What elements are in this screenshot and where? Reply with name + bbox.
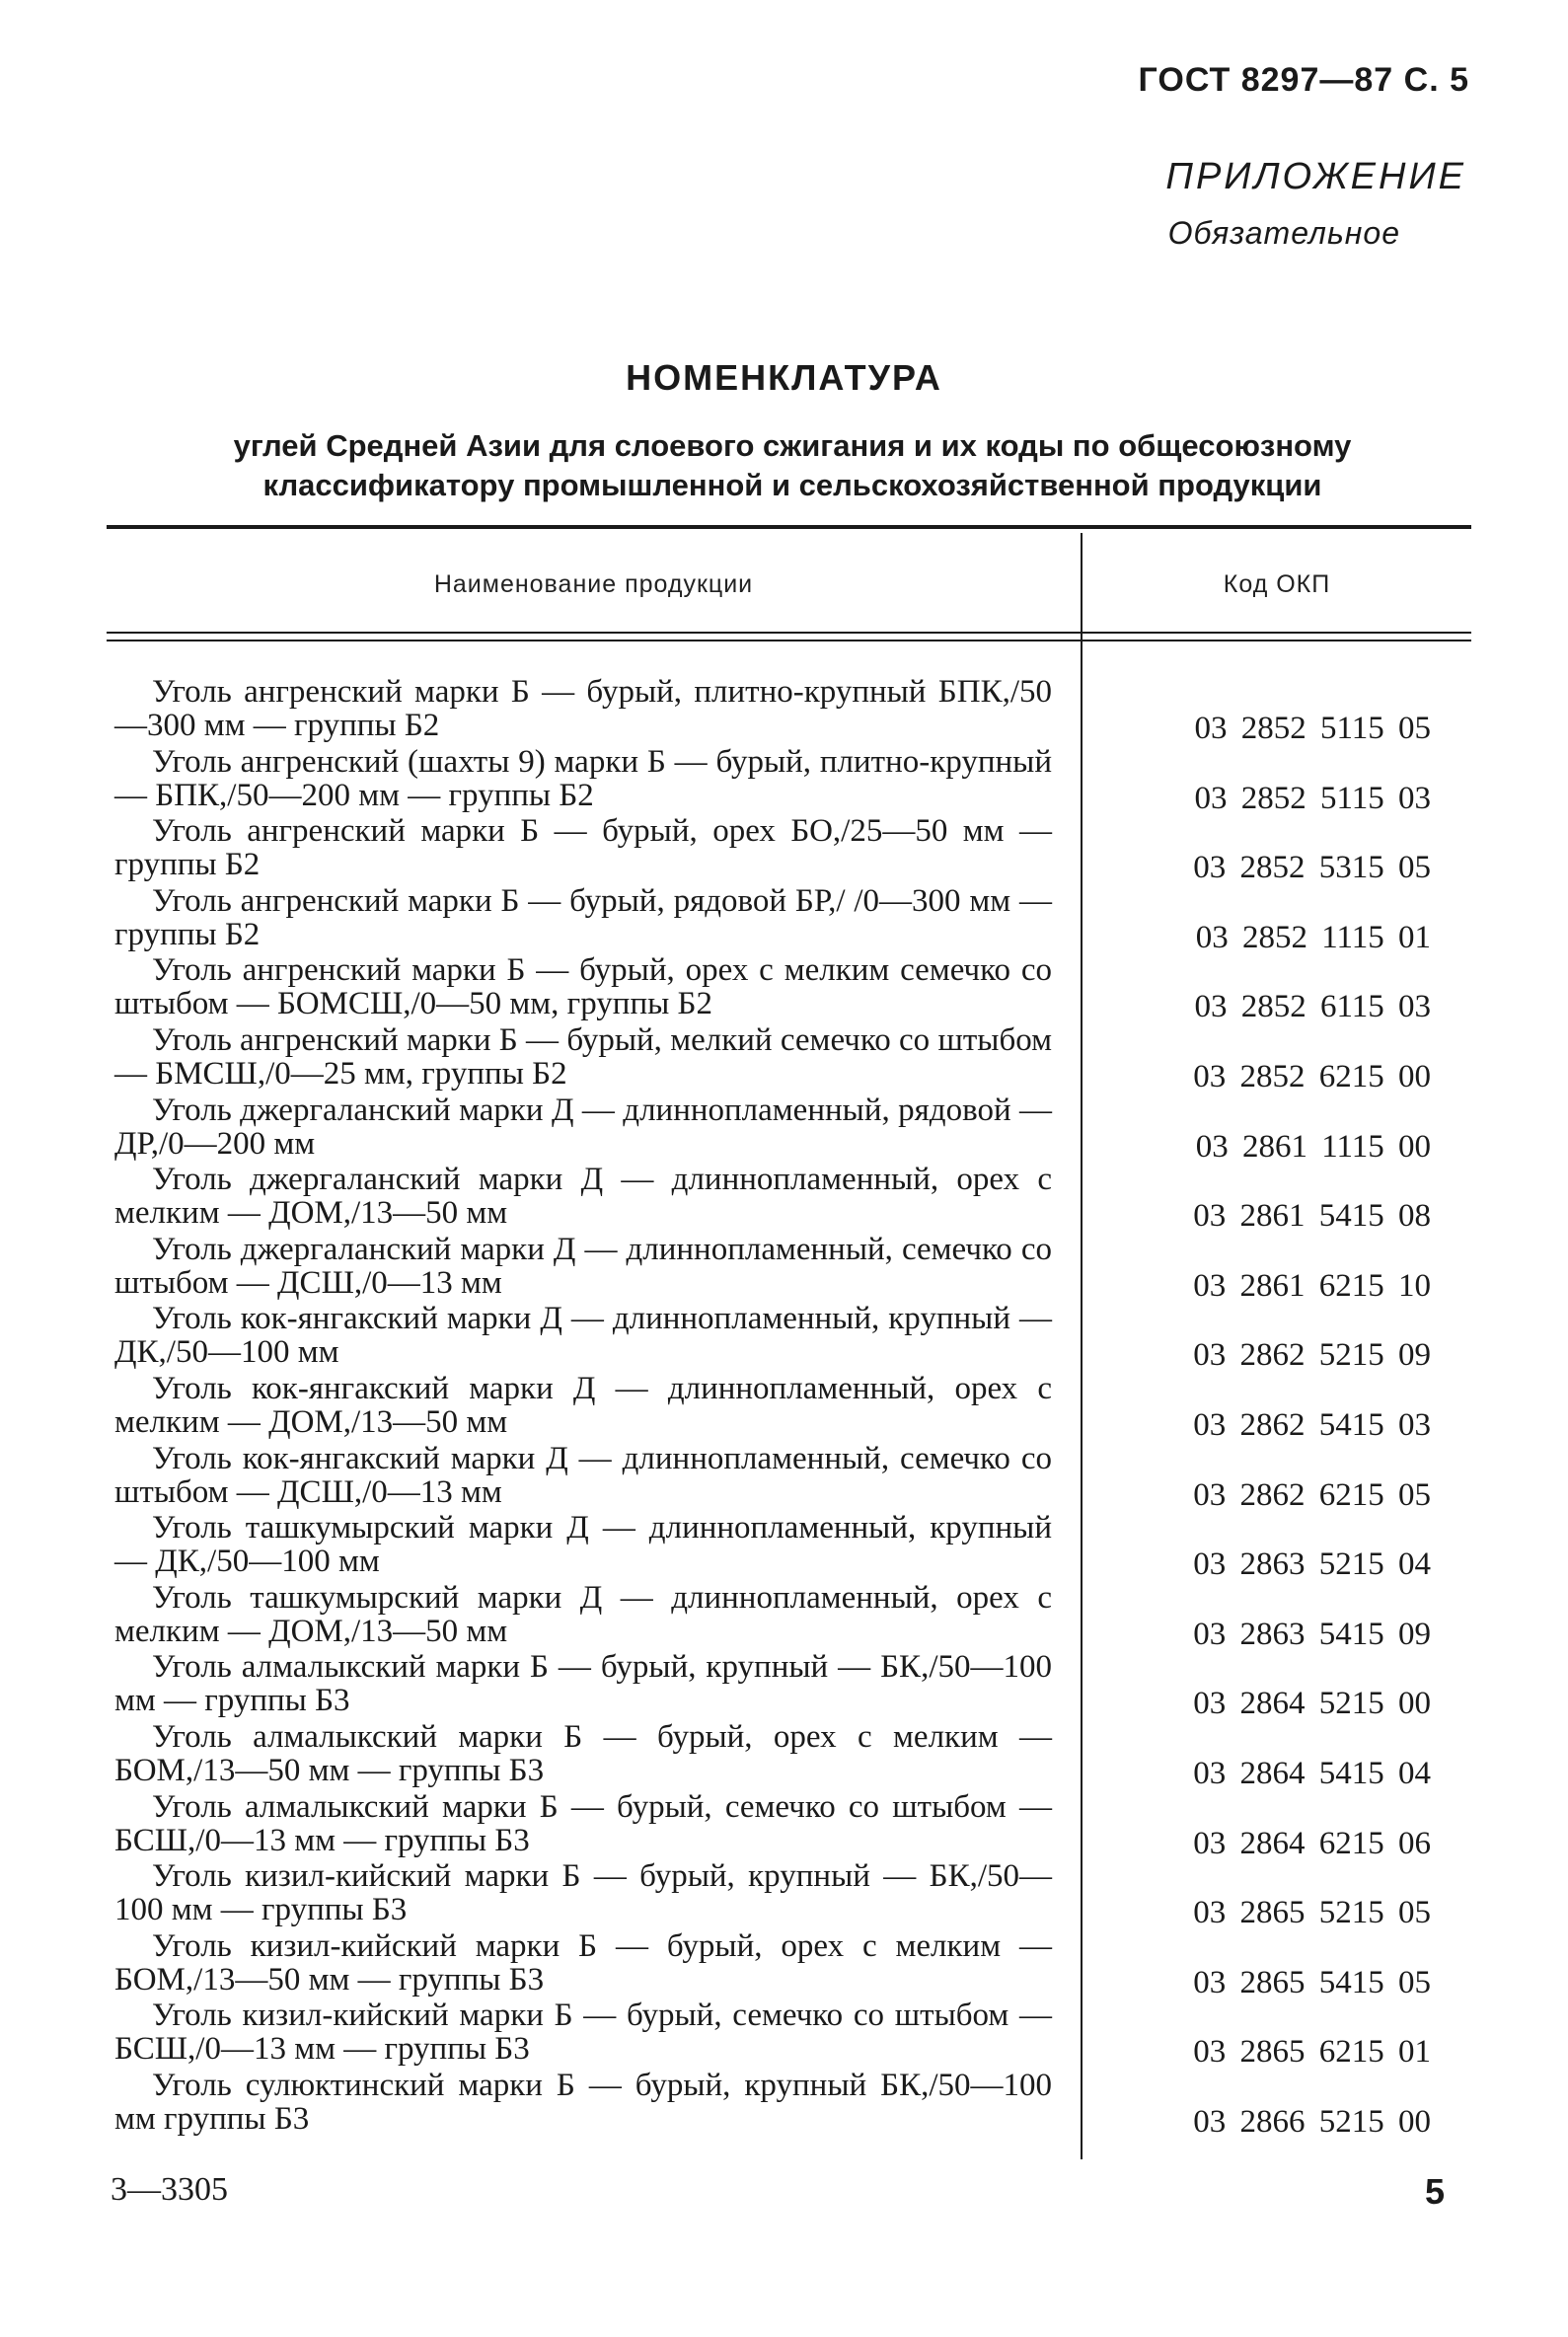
- appendix-type: Обязательное: [1167, 215, 1400, 251]
- okp-code: 03 2852 5115 05: [1194, 711, 1431, 746]
- header-bottom-rule: [107, 632, 1471, 634]
- table-row: [0, 1720, 1568, 1790]
- table-row: [0, 953, 1568, 1023]
- product-name: Уголь ташкумырский марки Д — длиннопламенный, крупный — ДК,/50—100 мм: [114, 1510, 1052, 1580]
- column-header-code: Код ОКП: [1223, 570, 1331, 598]
- table-row: [0, 1442, 1568, 1512]
- table-body: [0, 675, 1568, 2138]
- okp-code: 03 2852 6215 00: [1193, 1058, 1431, 1094]
- product-name: Уголь ангренский марки Б — бурый, орех БО,/25—50 мм — группы Б2: [114, 813, 1052, 883]
- okp-code: 03 2862 6215 05: [1193, 1476, 1431, 1513]
- okp-code: 03 2865 6215 01: [1193, 2034, 1431, 2071]
- table-row: [0, 1929, 1568, 1999]
- okp-code: 03 2864 5215 00: [1193, 1686, 1431, 1722]
- okp-code: 03 2852 6115 03: [1194, 989, 1431, 1025]
- product-name: Уголь джергаланский марки Д — длиннопламенный, семечко со штыбом — ДСШ,/0—13 мм: [114, 1231, 1052, 1301]
- okp-code: 03 2865 5215 05: [1193, 1895, 1431, 1931]
- table-row: [0, 1163, 1568, 1233]
- document-title: НОМЕНКЛАТУРА: [626, 357, 942, 398]
- table-top-rule: [107, 525, 1471, 529]
- table-row: [0, 884, 1568, 954]
- page-number: 5: [1424, 2171, 1445, 2212]
- table-row: [0, 1859, 1568, 1929]
- product-name: Уголь ангренский марки Б — бурый, орех с мелким семечко со штыбом — БОМСШ,/0—50 мм, группы Б2: [114, 952, 1052, 1022]
- product-name: Уголь ангренский (шахты 9) марки Б — бурый, плитно-крупный — БПК,/50—200 мм — группы Б2: [114, 743, 1052, 813]
- table-row: [0, 1511, 1568, 1581]
- okp-code: 03 2865 5415 05: [1193, 1964, 1431, 2000]
- subtitle-line-2: классификатору промышленной и сельскохозяйственной продукции: [262, 468, 1322, 502]
- product-name: Уголь алмалыкский марки Б — бурый, орех с мелким — БОМ,/13—50 мм — группы Б3: [114, 1718, 1052, 1788]
- product-name: Уголь кизил-кийский марки Б — бурый, орех с мелким — БОМ,/13—50 мм — группы Б3: [114, 1927, 1052, 1998]
- okp-code: 03 2864 6215 06: [1193, 1825, 1431, 1861]
- subtitle-line-1: углей Средней Азии для слоевого сжигания и их коды по общесоюзному: [233, 428, 1352, 463]
- okp-code: 03 2864 5415 04: [1193, 1755, 1431, 1791]
- okp-code: 03 2862 5215 09: [1193, 1337, 1431, 1374]
- column-header-name: Наименование продукции: [433, 570, 754, 598]
- okp-code: 03 2863 5215 04: [1193, 1546, 1431, 1583]
- product-name: Уголь кок-янгакский марки Д — длиннопламенный, крупный — ДК,/50—100 мм: [114, 1301, 1052, 1371]
- okp-code: 03 2861 5415 08: [1193, 1198, 1431, 1235]
- table-row: [0, 1998, 1568, 2069]
- product-name: Уголь ангренский марки Б — бурый, рядовой БР,/ /0—300 мм — группы Б2: [114, 882, 1052, 952]
- product-name: Уголь ангренский марки Б — бурый, плитно-крупный БПК,/50—300 мм — группы Б2: [114, 674, 1052, 743]
- table-row: [0, 675, 1568, 745]
- okp-code: 03 2866 5215 00: [1193, 2103, 1431, 2140]
- okp-code: 03 2861 6215 10: [1193, 1267, 1431, 1304]
- product-name: Уголь джергаланский марки Д — длиннопламенный, рядовой — ДР,/0—200 мм: [114, 1092, 1052, 1162]
- okp-code: 03 2862 5415 03: [1193, 1406, 1431, 1443]
- table-row: [0, 1023, 1568, 1093]
- product-name: Уголь кок-янгакский марки Д — длиннопламенный, орех с мелким — ДОМ,/13—50 мм: [114, 1370, 1052, 1440]
- product-name: Уголь алмалыкский марки Б — бурый, крупный — БК,/50—100 мм — группы Б3: [114, 1649, 1052, 1719]
- okp-code: 03 2852 5315 05: [1193, 850, 1431, 886]
- table-row: [0, 1302, 1568, 1372]
- product-name: Уголь сулюктинский марки Б — бурый, крупный БК,/50—100 мм группы Б3: [114, 2067, 1052, 2137]
- product-name: Уголь алмалыкский марки Б — бурый, семечко со штыбом — БСШ,/0—13 мм — группы Б3: [114, 1788, 1052, 1858]
- table-row: [0, 1581, 1568, 1651]
- okp-code: 03 2852 1115 01: [1195, 919, 1431, 955]
- product-name: Уголь ташкумырский марки Д — длиннопламенный, орех с мелким — ДОМ,/13—50 мм: [114, 1579, 1052, 1649]
- table-row: [0, 814, 1568, 884]
- table-row: [0, 1650, 1568, 1720]
- product-name: Уголь кок-янгакский марки Д — длиннопламенный, семечко со штыбом — ДСШ,/0—13 мм: [114, 1440, 1052, 1510]
- okp-code: 03 2863 5415 09: [1193, 1616, 1431, 1652]
- table-row: [0, 1093, 1568, 1164]
- table-row: [0, 1372, 1568, 1442]
- product-name: Уголь джергаланский марки Д — длиннопламенный, орех с мелким — ДОМ,/13—50 мм: [114, 1162, 1052, 1232]
- header-bottom-rule-double: [107, 640, 1471, 641]
- table-row: [0, 2069, 1568, 2139]
- print-code: 3—3305: [111, 2171, 228, 2208]
- okp-code: 03 2861 1115 00: [1195, 1128, 1431, 1165]
- okp-code: 03 2852 5115 03: [1194, 780, 1431, 816]
- table-row: [0, 1790, 1568, 1860]
- product-name: Уголь кизил-кийский марки Б — бурый, крупный — БК,/50—100 мм — группы Б3: [114, 1858, 1052, 1928]
- document-subtitle: [107, 426, 1478, 505]
- gost-header: ГОСТ 8297—87 С. 5: [1138, 61, 1469, 99]
- product-name: Уголь кизил-кийский марки Б — бурый, семечко со штыбом — БСШ,/0—13 мм — группы Б3: [114, 1998, 1052, 2068]
- appendix-label: ПРИЛОЖЕНИЕ: [1165, 156, 1466, 197]
- table-row: [0, 745, 1568, 815]
- product-name: Уголь ангренский марки Б — бурый, мелкий семечко со штыбом — БМСШ,/0—25 мм, группы Б2: [114, 1021, 1052, 1092]
- table-row: [0, 1233, 1568, 1303]
